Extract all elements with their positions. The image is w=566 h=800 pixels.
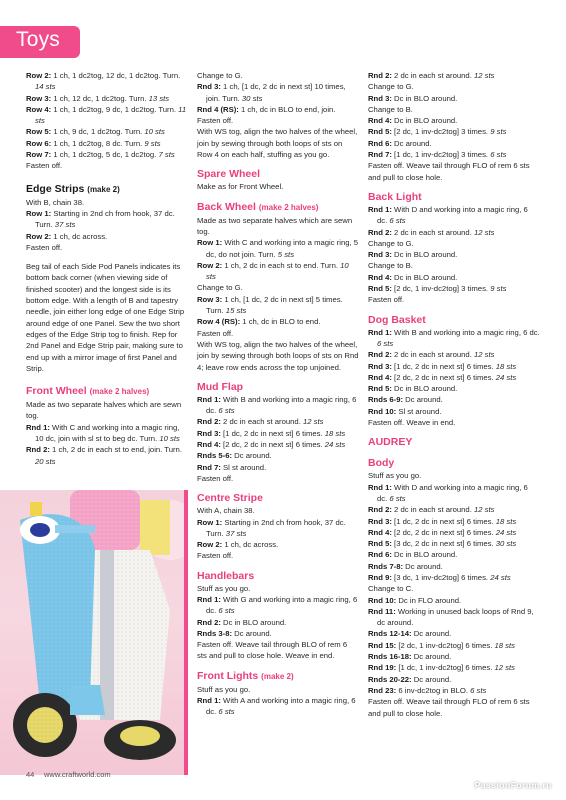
fasten-off: Fasten off. Weave tail through BLO of rem 6 sts and pull to close hole. Weave in end. (197, 640, 348, 661)
row-text: Dc in FLO around. (396, 595, 462, 605)
pattern-row (368, 227, 540, 238)
pattern-row (368, 606, 540, 629)
column-1 (26, 70, 188, 467)
row-text: 1 ch, dc across. (222, 540, 279, 550)
stitch-count: 6 sts (377, 338, 394, 348)
stitch-count: 37 sts (54, 220, 76, 230)
pattern-row (368, 283, 540, 294)
pattern-row (368, 538, 540, 549)
pattern-row (368, 149, 540, 160)
stitch-count: 13 sts (148, 93, 170, 103)
pattern-row (368, 685, 540, 696)
pattern-row (197, 428, 359, 439)
row-text: With A and working into a magic ring, 6 dc. (206, 696, 356, 717)
row-text: [1 dc, 2 dc in next st] 6 times. (220, 428, 325, 438)
row-label: Rnd 5: (368, 539, 392, 549)
row-label: Row 4 (RS): (197, 317, 241, 327)
row-label: Rnd 6: (368, 138, 392, 148)
row-text: 1 ch, 2 dc in each st to end. Turn. (222, 260, 341, 270)
instruction: Make as for Front Wheel. (197, 182, 284, 192)
stitch-count: 24 sts (324, 440, 346, 450)
row-text: 1 ch, 1 dc2tog, 12 dc, 1 dc2tog. Turn. (51, 71, 181, 80)
pattern-row (368, 204, 540, 227)
pattern-row (26, 138, 188, 149)
pattern-row (197, 237, 359, 260)
column-3 (368, 70, 540, 719)
row-label: Rnd 3: (197, 428, 221, 438)
row-label: Rnd 5: (368, 127, 392, 137)
stitch-count: 6 sts (218, 707, 235, 717)
row-text: Dc around. (391, 138, 432, 148)
stitch-count: 10 sts (206, 260, 349, 282)
row-label: Rnd 9: (368, 572, 392, 582)
row-text: 1 ch, dc in BLO to end, join. (238, 104, 336, 114)
row-text: 1 ch, 1 dc2tog, 5 dc, 1 dc2tog. (51, 150, 159, 160)
row-label: Rnd 6: (368, 550, 392, 560)
pattern-row (197, 462, 359, 473)
row-label: Rnd 10: (368, 406, 397, 416)
pattern-row (26, 231, 188, 242)
stitch-count: 12 sts (302, 417, 324, 427)
pattern-row (197, 260, 359, 283)
row-text: 1 ch, 1 dc2tog, 9 dc, 1 dc2tog. Turn. (51, 104, 179, 114)
row-text: 2 dc in each st around. (391, 350, 474, 360)
stitch-count: 12 sts (473, 71, 495, 80)
pattern-row (368, 583, 540, 594)
row-label: Rnd 1: (368, 204, 392, 214)
column-2 (197, 70, 359, 718)
stitch-count: 6 sts (470, 685, 487, 695)
stitch-count: 30 sts (495, 539, 517, 549)
pattern-row (368, 93, 540, 104)
row-label: Rnd 1: (368, 327, 392, 337)
fasten-off: Fasten off. (197, 551, 234, 561)
row-text: 2 dc in each st around. (220, 417, 303, 427)
stitch-count: 9 sts (490, 127, 507, 137)
back-wheel-heading: Back Wheel (make 2 halves) (197, 200, 319, 213)
row-label: Rnd 2: (368, 505, 392, 515)
row-label: Rnd 2: (26, 445, 50, 455)
stitch-count: 14 sts (35, 82, 56, 92)
stitch-count: 6 sts (218, 606, 235, 616)
row-label: Rnd 3: (197, 82, 221, 92)
row-text: Dc in BLO around. (391, 384, 458, 394)
pattern-row (368, 640, 540, 651)
centre-stripe-heading: Centre Stripe (197, 492, 263, 505)
pattern-row (368, 126, 540, 137)
pattern-row (368, 595, 540, 606)
row-text: Change to G. (197, 71, 243, 80)
row-text: [1 dc, 2 dc in next st] 6 times. (391, 516, 496, 526)
pattern-row (197, 70, 359, 81)
row-label: Rnd 4: (368, 372, 392, 382)
dog-basket-heading: Dog Basket (368, 313, 426, 326)
row-text: With C and working into a magic ring, 10 dc, join with sl st to beg dc. Turn. (35, 422, 180, 444)
pattern-row (26, 93, 188, 104)
section-title: Toys (16, 28, 60, 51)
pattern-row (368, 406, 540, 417)
row-label: Row 2: (197, 540, 223, 550)
row-label: Rnd 3: (368, 361, 392, 371)
row-text: Dc around. (403, 395, 443, 405)
stitch-count: 18 sts (324, 428, 346, 438)
row-text: Working in unused back loops of Rnd 9, dc around. (377, 606, 534, 628)
pattern-row (368, 138, 540, 149)
row-text: [3 dc, 2 dc in next st] 6 times. (391, 539, 496, 549)
row-text: 1 ch, dc in BLO to end. (240, 317, 321, 327)
row-text: Dc in BLO around. (391, 116, 458, 126)
row-text: Dc around. (411, 652, 452, 662)
stitch-count: 11 sts (35, 104, 187, 126)
row-label: Row 7: (26, 150, 52, 160)
row-list (368, 70, 540, 160)
row-text: [2 dc, 2 dc in next st] 6 times. (391, 527, 496, 537)
instruction: Made as two separate halves which are sewn tog. (197, 215, 353, 236)
pattern-row (368, 81, 540, 92)
instruction: With WS tog, align the two halves of the wheel, join by sewing through both loops of sts on Row 4 on each half, stuffing as you go. (197, 127, 358, 160)
pattern-row (197, 539, 359, 550)
row-text: [2 dc, 2 dc in next st] 6 times. (220, 440, 325, 450)
row-label: Rnds 3-8: (197, 628, 233, 638)
row-list (368, 204, 540, 294)
row-list (197, 237, 359, 327)
row-label: Row 1: (197, 238, 223, 248)
row-label: Rnd 1: (197, 696, 221, 706)
pattern-row (26, 104, 188, 127)
row-label: Rnd 7: (197, 462, 221, 472)
stitch-count: 30 sts (241, 93, 263, 103)
pattern-row (368, 272, 540, 283)
pattern-row (368, 662, 540, 673)
fasten-off: Fasten off. Weave tail through FLO of rem 6 sts and pull to close hole. (368, 161, 530, 182)
row-text: With C and working into a magic ring, 5 dc, do not join. Turn. (206, 238, 359, 259)
row-label: Rnd 3: (368, 250, 392, 260)
mud-flap-heading: Mud Flap (197, 380, 244, 393)
pattern-row (368, 482, 540, 505)
pattern-row (197, 695, 359, 718)
row-list (26, 208, 188, 242)
row-text: 6 inv-dc2tog in BLO. (396, 685, 471, 695)
stitch-count: 18 sts (494, 640, 515, 650)
pattern-row (368, 572, 540, 583)
row-label: Rnds 16-18: (368, 652, 412, 662)
pattern-row (368, 249, 540, 260)
pattern-row (197, 628, 359, 639)
row-text: Dc around. (232, 451, 272, 461)
stitch-count: 5 sts (277, 249, 295, 259)
row-list (368, 482, 540, 697)
row-label: Rnd 1: (26, 422, 50, 432)
pattern-row (368, 561, 540, 572)
row-label: Row 6: (26, 138, 52, 148)
row-label: Row 3: (197, 294, 223, 304)
row-label: Row 1: (197, 517, 223, 527)
stitch-count: 18 sts (495, 361, 517, 371)
row-label: Rnd 4: (368, 527, 392, 537)
row-label: Rnds 20-22: (368, 674, 412, 684)
row-label: Row 2: (26, 71, 52, 80)
pattern-row (197, 439, 359, 450)
row-label: Rnd 1: (197, 594, 221, 604)
pattern-row (26, 126, 188, 137)
pattern-row (368, 628, 540, 639)
row-text: Dc in BLO around. (391, 272, 458, 282)
instruction: Made as two separate halves which are sewn tog. (26, 400, 182, 421)
row-text: With B and working into a magic ring, 6 dc. (391, 327, 540, 337)
row-text: Change to G. (368, 238, 414, 248)
pattern-row (197, 81, 359, 104)
row-text: With D and working into a magic ring, 6 dc. (377, 482, 528, 503)
instruction: Stuff as you go. (368, 471, 422, 481)
row-text: Dc around. (403, 561, 443, 571)
row-text: [2 dc, 1 inv-dc2tog] 3 times. (391, 284, 491, 294)
pattern-row (26, 422, 188, 445)
stitch-count: 6 sts (389, 216, 406, 226)
row-text: 2 dc in each st around. (391, 505, 474, 515)
fasten-off: Fasten off. Weave tail through FLO of rem 6 sts and pull to close hole. (368, 697, 530, 718)
row-label: Row 4: (26, 104, 52, 114)
stitch-count: 20 sts (35, 456, 56, 466)
row-label: Rnd 4 (RS): (197, 104, 239, 114)
pattern-row (368, 651, 540, 662)
stitch-count: 6 sts (218, 406, 235, 416)
row-label: Rnd 11: (368, 606, 396, 616)
stitch-count: 15 sts (225, 306, 247, 316)
pattern-row (368, 327, 540, 350)
row-label: Row 2: (197, 260, 223, 270)
pattern-row (197, 104, 359, 115)
stitch-count: 6 sts (490, 150, 507, 160)
row-label: Row 1: (26, 208, 52, 218)
row-text: [2 dc, 2 dc in next st] 6 times. (391, 372, 496, 382)
instruction: With B, chain 38. (26, 197, 85, 207)
stitch-count: 24 sts (490, 572, 511, 582)
row-text: Starting in 2nd ch from hook, 37 dc. Turn. (206, 517, 346, 538)
pattern-row (26, 208, 188, 231)
row-text: Starting in 2nd ch from hook, 37 dc. Turn. (35, 208, 175, 230)
front-lights-heading: Front Lights (make 2) (197, 669, 294, 682)
pattern-row (197, 316, 359, 327)
stitch-count: 18 sts (495, 516, 517, 526)
pattern-row (368, 70, 540, 81)
pattern-row (368, 349, 540, 360)
row-text: [2 dc, 1 inv-dc2tog] 6 times. (396, 640, 495, 650)
body-heading: Body (368, 457, 395, 470)
stitch-count: 12 sts (494, 663, 515, 673)
page-number: 44 (26, 770, 35, 779)
row-text: 2 dc in each st around. (391, 227, 474, 237)
row-text: With B and working into a magic ring, 6 dc. (206, 394, 357, 416)
pattern-row (368, 504, 540, 515)
fasten-off: Fasten off. (197, 473, 234, 483)
row-text: 1 ch, 12 dc, 1 dc2tog. Turn. (51, 93, 149, 103)
pattern-row (368, 516, 540, 527)
row-text: [1 dc, 1 inv-dc2tog] 6 times. (396, 663, 495, 673)
handlebars-heading: Handlebars (197, 569, 255, 582)
watermark: PassionForum.ru (474, 780, 552, 790)
row-text: Sl st around. (220, 462, 267, 472)
row-label: Rnd 10: (368, 595, 397, 605)
row-text: With G and working into a magic ring, 6 dc. (206, 594, 358, 616)
fasten-off: Fasten off. (197, 328, 234, 338)
row-text: 1 ch, 1 dc2tog, 8 dc. Turn. (51, 138, 145, 148)
row-label: Rnd 2: (368, 227, 392, 237)
row-text: Dc around. (232, 628, 272, 638)
row-text: [3 dc, 1 inv-dc2tog] 6 times. (391, 572, 491, 582)
pattern-row (197, 282, 359, 293)
stitch-count: 24 sts (495, 372, 517, 382)
row-list (197, 594, 359, 639)
row-text: Change to C. (368, 584, 414, 594)
pattern-row (368, 527, 540, 538)
stitch-count: 24 sts (495, 527, 517, 537)
row-label: Rnd 1: (197, 394, 221, 404)
row-list (26, 422, 188, 467)
pattern-row (368, 674, 540, 685)
row-label: Rnd 4: (368, 272, 392, 282)
row-label: Rnd 5: (368, 384, 392, 394)
row-text: [2 dc, 1 inv-dc2tog] 3 times. (391, 127, 491, 137)
row-label: Rnds 7-8: (368, 561, 404, 571)
fasten-off: Fasten off. (26, 242, 63, 252)
stitch-count: 7 sts (158, 150, 175, 160)
pattern-row (197, 517, 359, 540)
row-label: Rnd 23: (368, 685, 397, 695)
row-label: Rnd 5: (368, 284, 392, 294)
row-label: Rnd 7: (368, 150, 392, 160)
row-text: Dc around. (411, 629, 452, 639)
edge-strips-heading: Edge Strips (make 2) (26, 182, 120, 195)
row-label: Rnd 19: (368, 663, 397, 673)
row-text: Dc around. (411, 674, 452, 684)
row-text: 1 ch, 2 dc in each st to end, join. Turn. (49, 445, 182, 455)
stitch-count: 12 sts (473, 350, 495, 360)
row-label: Row 3: (26, 93, 52, 103)
fasten-off: Fasten off. Weave in end. (368, 418, 456, 428)
row-text: 2 dc in each st around. (391, 71, 474, 80)
row-list (197, 695, 359, 718)
row-list (368, 327, 540, 417)
row-label: Rnd 4: (197, 440, 221, 450)
pattern-row (368, 238, 540, 249)
row-label: Row 5: (26, 127, 52, 137)
pattern-row (368, 383, 540, 394)
row-label: Row 2: (26, 231, 52, 241)
row-text: 1 ch, dc across. (51, 231, 108, 241)
stitch-count: 10 sts (144, 127, 165, 137)
row-label: Rnd 2: (368, 71, 392, 80)
row-list (197, 517, 359, 551)
row-label: Rnd 3: (368, 93, 392, 103)
stitch-count: 12 sts (473, 505, 495, 515)
pattern-row (26, 444, 188, 467)
row-text: Change to B. (368, 261, 413, 271)
fasten-off: Fasten off. (197, 116, 234, 126)
instruction: With WS tog, align the two halves of the wheel, join by sewing through both loops of sts on Rnd 4; leave row ends across the top unjoined. (197, 339, 359, 372)
row-label: Rnd 15: (368, 640, 397, 650)
pattern-row (368, 104, 540, 115)
row-label: Rnds 5-6: (197, 451, 233, 461)
pattern-row (368, 115, 540, 126)
assembly-paragraph: Beg tail of each Side Pod Panels indicates its bottom back corner (when viewing side of finished scooter) and the longest side is its bottom edge. With a length of B and tapestry needle, join either long edge of one Edge Strip around edge of one Panel. Sew the two short edges of the Edge Strip tog to finish. Rep for 2nd Panel and Edge Strip pair, making sure to end up with a mirror image of first Panel and Strip. (26, 262, 185, 373)
pattern-row (368, 394, 540, 405)
pattern-row (197, 394, 359, 417)
row-text: 1 ch, 9 dc, 1 dc2tog. Turn. (51, 127, 145, 137)
row-list (197, 70, 359, 115)
pattern-row (197, 294, 359, 317)
stitch-count: 6 sts (389, 493, 406, 503)
row-list (197, 394, 359, 473)
row-text: 1 ch, [1 dc, 2 dc in next st] 10 times, join. Turn. (206, 82, 346, 103)
row-text: With D and working into a magic ring, 6 dc. (377, 204, 528, 226)
pattern-row (197, 450, 359, 461)
row-text: [1 dc, 2 dc in next st] 6 times. (391, 361, 496, 371)
pattern-row (368, 372, 540, 383)
row-label: Rnd 2: (197, 417, 221, 427)
row-text: Dc in BLO around. (391, 93, 458, 103)
row-text: Change to G. (197, 283, 243, 293)
row-text: Change to G. (368, 82, 414, 92)
row-text: Dc in BLO around. (391, 250, 458, 260)
row-label: Rnds 12-14: (368, 629, 412, 639)
pattern-row (197, 617, 359, 628)
pattern-row (368, 361, 540, 372)
stitch-count: 37 sts (225, 528, 247, 538)
row-text: Dc in BLO around. (220, 617, 287, 627)
audrey-heading: AUDREY (368, 436, 413, 449)
pattern-row (368, 260, 540, 271)
instruction: With A, chain 38. (197, 506, 255, 516)
row-text: 1 ch, [1 dc, 2 dc in next st] 5 times. Turn. (206, 294, 343, 316)
fasten-off: Fasten off. (26, 161, 63, 171)
pattern-row (197, 416, 359, 427)
stitch-count: 12 sts (473, 227, 495, 237)
row-text: Dc in BLO around. (391, 550, 458, 560)
row-list (26, 70, 188, 160)
row-label: Rnd 2: (197, 617, 221, 627)
row-label: Rnd 4: (368, 116, 392, 126)
row-label: Rnd 1: (368, 482, 392, 492)
front-wheel-heading: Front Wheel (make 2 halves) (26, 385, 150, 398)
stitch-count: 9 sts (144, 138, 161, 148)
spare-wheel-heading: Spare Wheel (197, 168, 261, 181)
row-text: [1 dc, 1 inv-dc2tog] 3 times. (391, 150, 491, 160)
footer-url: www.craftworld.com (44, 770, 111, 779)
row-text: Change to B. (368, 104, 413, 114)
scooter-photo (0, 490, 188, 775)
row-label: Rnd 2: (368, 350, 392, 360)
pattern-row (26, 149, 188, 160)
fasten-off: Fasten off. (368, 295, 405, 305)
row-label: Rnds 6-9: (368, 395, 404, 405)
instruction: Stuff as you go. (197, 583, 251, 593)
pattern-row (197, 594, 359, 617)
back-light-heading: Back Light (368, 190, 422, 203)
row-text: Sl st around. (396, 406, 442, 416)
row-label: Rnd 3: (368, 516, 392, 526)
stitch-count: 9 sts (490, 284, 507, 294)
instruction: Stuff as you go. (197, 684, 251, 694)
pattern-row (368, 549, 540, 560)
stitch-count: 10 sts (159, 434, 180, 444)
pattern-row (26, 70, 188, 93)
